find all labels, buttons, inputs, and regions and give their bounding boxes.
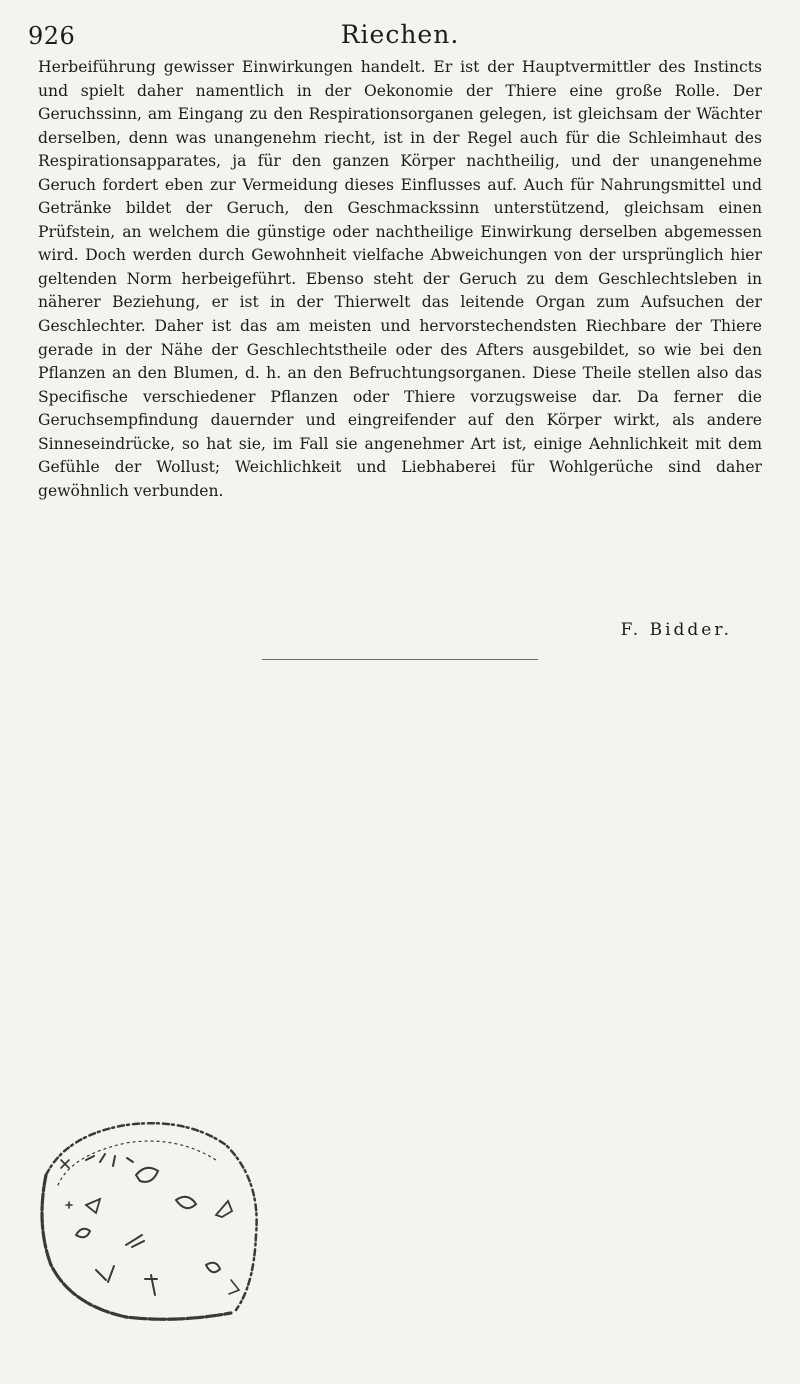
- body-text: [38, 56, 762, 503]
- author-signature: F. Bidder.: [620, 620, 732, 640]
- page-number: 926: [28, 22, 76, 50]
- page-header: [28, 18, 772, 54]
- section-divider: [262, 659, 538, 660]
- body-paragraph: Herbeiführung gewisser Einwirkungen handelt. Er ist der Hauptvermittler des Instincts und spielt daher namentlich in der Oekonomie der Thiere eine große Rolle. Der Geruchssinn, am Eingang zu den Respirationsorganen gelegen, ist gleichsam der Wächter derselben, denn was unangenehm riecht, ist in der Regel auch für die Schleimhaut des Respirationsapparates, ja für den ganzen Körper nachtheilig, und der unangenehme Geruch fordert eben zur Vermeidung dieses Einflusses auf. Auch für Nahrungsmittel und Getränke bildet der Geruch, den Geschmackssinn unterstützend, gleichsam einen Prüfstein, an welchem die günstige oder nachtheilige Einwirkung derselben abgemessen wird. Doch werden durch Gewohnheit vielfache Abweichungen von der ursprünglich hier geltenden Norm herbeigeführt. Ebenso steht der Geruch zu dem Geschlechtsleben in näherer Beziehung, er ist in der Thierwelt das leitende Organ zum Aufsuchen der Geschlechter. Daher ist das am meisten und hervorstechendsten Riechbare der Thiere gerade in der Nähe der Geschlechtstheile oder des Afters ausgebildet, so wie bei den Pflanzen an den Blumen, d. h. an den Befruchtungsorganen. Diese Theile stellen also das Specifische verschiedener Pflanzen oder Thiere vorzugsweise dar. Da ferner die Geruchsempfindung dauernder und eingreifender auf den Körper wirkt, als andere Sinneseindrücke, so hat sie, im Fall sie angenehmer Art ist, einige Aehnlichkeit mit dem Gefühle der Wollust; Weichlichkeit und Liebhaberei für Wohlgerüche sind daher gewöhnlich verbunden.: [38, 58, 762, 500]
- running-head: Riechen.: [340, 20, 460, 49]
- library-stamp-icon: [26, 1105, 276, 1325]
